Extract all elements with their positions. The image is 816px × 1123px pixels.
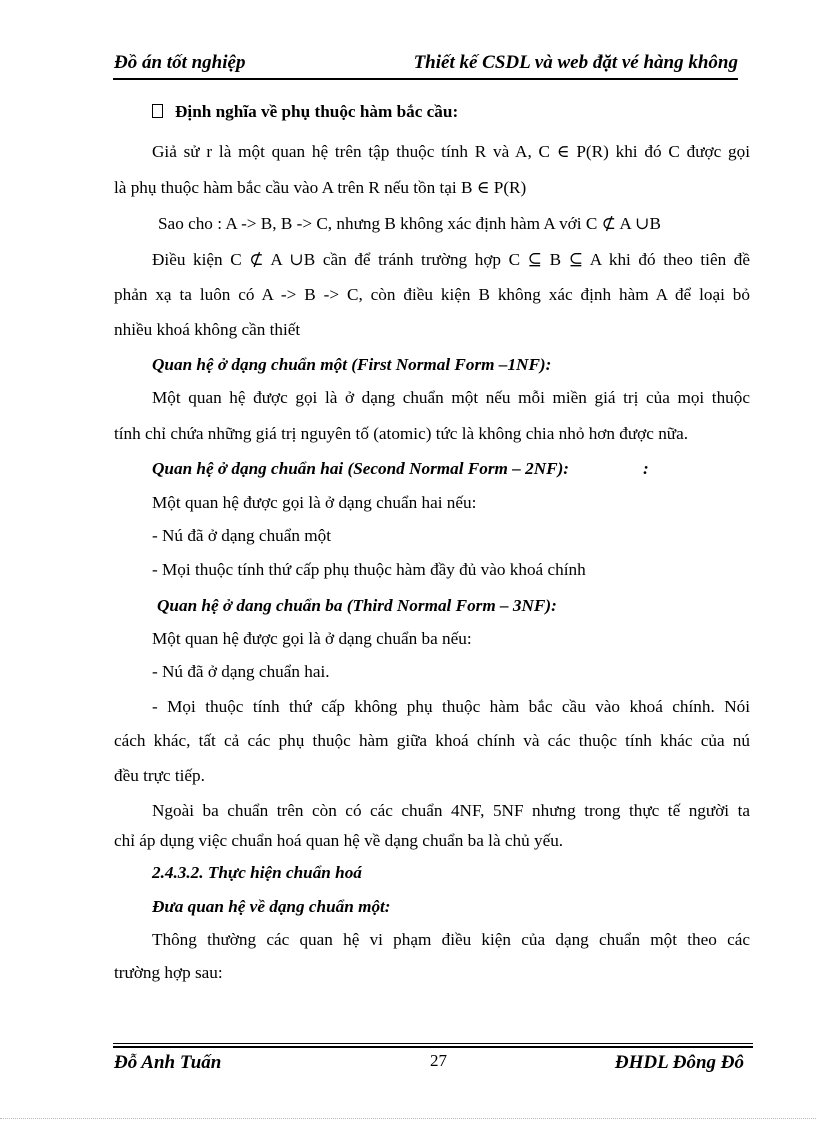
bullet-box-icon <box>152 104 163 118</box>
paragraph-line: chỉ áp dụng việc chuẩn hoá quan hệ về dạng chuẩn ba là chủ yếu. <box>114 831 564 850</box>
header-left: Đồ án tốt nghiệp <box>114 52 246 73</box>
heading-2nf-stray-colon: : <box>643 459 649 478</box>
subsection-heading: Đưa quan hệ về dạng chuẩn một: <box>152 897 391 916</box>
section-heading: 2.4.3.2. Thực hiện chuẩn hoá <box>152 863 362 882</box>
paragraph-line: trường hợp sau: <box>114 963 223 982</box>
heading-1nf: Quan hệ ở dạng chuẩn một (First Normal Form –1NF): <box>152 355 552 374</box>
paragraph-line: phản xạ ta luôn có A -> B -> C, còn điều kiện B không xác định hàm A để loại bỏ <box>114 285 750 304</box>
paragraph-line: Giả sử r là một quan hệ trên tập thuộc tính R và A, C ∈ P(R) khi đó C được gọi <box>152 142 750 161</box>
heading-bullet <box>152 102 458 122</box>
list-item: - Mọi thuộc tính thứ cấp không phụ thuộc hàm bắc cầu vào khoá chính. Nói <box>152 697 750 716</box>
page-number: 27 <box>430 1051 447 1070</box>
paragraph-line: nhiều khoá không cần thiết <box>114 320 301 339</box>
list-item: - Mọi thuộc tính thứ cấp phụ thuộc hàm đầy đủ vào khoá chính <box>152 560 586 579</box>
paragraph-line: đều trực tiếp. <box>114 766 205 785</box>
paragraph-line: là phụ thuộc hàm bắc cầu vào A trên R nếu tồn tại B ∈ P(R) <box>114 178 527 197</box>
paragraph-line: Một quan hệ được gọi là ở dạng chuẩn hai nếu: <box>152 493 477 512</box>
footer-rule <box>113 1043 753 1044</box>
list-item: - Nú đã ở dạng chuẩn hai. <box>152 662 330 681</box>
heading-3nf: Quan hệ ở dang chuẩn ba (Third Normal Form – 3NF): <box>157 596 557 615</box>
header-rule <box>113 78 738 80</box>
heading-2nf: Quan hệ ở dạng chuẩn hai (Second Normal Form – 2NF): <box>152 459 570 478</box>
paragraph-line: Ngoài ba chuẩn trên còn có các chuẩn 4NF, 5NF nhưng trong thực tế người ta <box>152 801 750 820</box>
footer-rule-thick <box>113 1046 753 1048</box>
paragraph-line: tính chỉ chứa những giá trị nguyên tố (atomic) tức là không chia nhỏ hơn được nữa. <box>114 424 689 443</box>
footer-institution: ĐHDL Đông Đô <box>614 1052 744 1073</box>
footer-author: Đỗ Anh Tuấn <box>114 1052 222 1073</box>
page-edge-divider <box>0 1118 816 1119</box>
list-item: - Nú đã ở dạng chuẩn một <box>152 526 332 545</box>
paragraph-line: Một quan hệ được gọi là ở dạng chuẩn ba nếu: <box>152 629 472 648</box>
paragraph-line: Sao cho : A -> B, B -> C, nhưng B không xác định hàm A với C ⊄ A ∪B <box>158 214 661 233</box>
heading-transitive-dependency: Định nghĩa về phụ thuộc hàm bắc cầu: <box>175 102 459 121</box>
paragraph-line: Thông thường các quan hệ vi phạm điều kiện của dạng chuẩn một theo các <box>152 930 750 949</box>
paragraph-line: Một quan hệ được gọi là ở dạng chuẩn một nếu mỗi miền giá trị của mọi thuộc <box>152 388 750 407</box>
paragraph-line: cách khác, tất cả các phụ thuộc hàm giữa khoá chính và các thuộc tính khác của nú <box>114 731 750 750</box>
header-right: Thiết kế CSDL và web đặt vé hàng không <box>413 52 738 73</box>
paragraph-line: Điều kiện C ⊄ A ∪B cần để tránh trường hợp C ⊆ B ⊆ A khi đó theo tiên đề <box>152 250 750 269</box>
